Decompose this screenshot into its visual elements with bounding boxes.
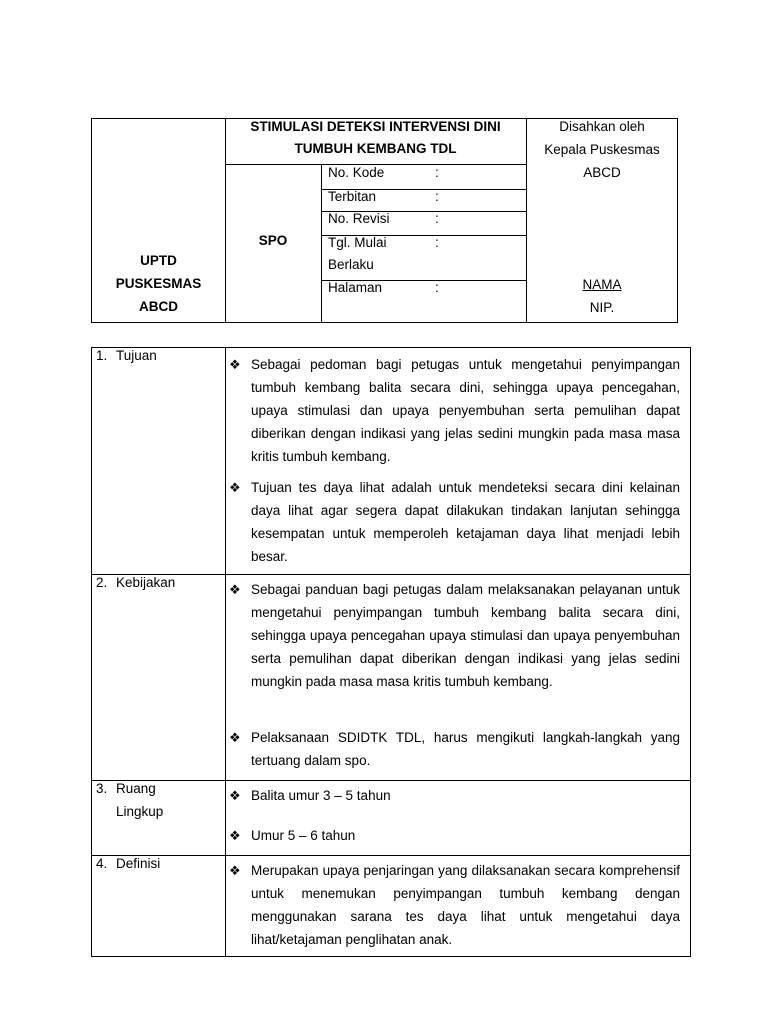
- bullet-icon: ❖: [229, 582, 241, 597]
- institution-line: UPTD: [140, 253, 177, 268]
- bullet-item: [229, 784, 680, 807]
- section-label-ruang-lingkup-2: Lingkup: [116, 804, 164, 819]
- bullet-item: [229, 353, 680, 469]
- approver-name: NAMA: [582, 277, 622, 292]
- field-value-tgl-mulai: :: [435, 235, 439, 250]
- field-label-revisi: No. Revisi: [328, 211, 390, 226]
- field-label-kode: No. Kode: [328, 165, 385, 180]
- content-table: [91, 347, 691, 957]
- bullet-text: Pelaksanaan SDIDTK TDL, harus mengikuti langkah-langkah yang tertuang dalam spo.: [251, 730, 680, 768]
- section-label-tujuan: 1. Tujuan: [96, 348, 157, 363]
- section-label-kebijakan: 2. Kebijakan: [96, 575, 176, 590]
- content-divider: [92, 574, 690, 575]
- bullet-icon: ❖: [229, 788, 241, 803]
- field-value-halaman: :: [435, 280, 439, 295]
- bullet-text: Umur 5 – 6 tahun: [251, 828, 356, 843]
- approver-nip: NIP.: [589, 300, 615, 315]
- bullet-text: Tujuan tes daya lihat adalah untuk mendeteksi secara dini kelainan daya lihat agar segera dapat dilakukan tindakan lanjutan sehingga kesempatan untuk memperoleh ketajaman daya lihat menjadi lebih besar.: [251, 480, 680, 564]
- field-label-terbitan: Terbitan: [328, 189, 377, 204]
- content-divider: [92, 780, 690, 781]
- section-label-ruang-lingkup: 3. Ruang: [96, 781, 156, 796]
- bullet-icon: ❖: [229, 730, 241, 745]
- bullet-item: [229, 859, 680, 951]
- header-table: [91, 118, 678, 323]
- field-label-halaman: Halaman: [328, 280, 383, 295]
- bullet-icon: ❖: [229, 357, 241, 372]
- approval-line: Kepala Puskesmas: [544, 142, 660, 157]
- content-divider: [225, 348, 226, 956]
- bullet-text: Balita umur 3 – 5 tahun: [251, 788, 391, 803]
- bullet-item: [229, 476, 680, 568]
- bullet-text: Sebagai panduan bagi petugas dalam melaksanakan pelayanan untuk mengetahui penyimpangan tumbuh kembang balita secara dini, sehingga upaya pencegahan upaya stimulasi dan upaya penyembuhan serta pemulihan dapat diberikan dengan indikasi yang jelas sedini mungkin pada masa masa kritis tumbuh kembang.: [251, 582, 680, 689]
- institution-line: PUSKESMAS: [115, 276, 202, 291]
- bullet-item: [229, 824, 680, 847]
- institution-line: ABCD: [139, 299, 178, 314]
- header-divider: [321, 164, 322, 322]
- bullet-icon: ❖: [229, 480, 241, 495]
- bullet-icon: ❖: [229, 828, 241, 843]
- document-title: TUMBUH KEMBANG TDL: [294, 141, 457, 156]
- content-divider: [92, 855, 690, 856]
- field-label-tgl-mulai: Tgl. Mulai: [328, 235, 387, 250]
- field-label-berlaku: Berlaku: [328, 257, 374, 272]
- bullet-item: [229, 726, 680, 774]
- doc-type-label: SPO: [258, 233, 288, 248]
- field-value-terbitan: :: [435, 189, 439, 204]
- bullet-text: Sebagai pedoman bagi petugas untuk mengetahui penyimpangan tumbuh kembang balita secara dini, sehingga upaya pencegahan, upaya stimulasi dan upaya penyembuhan serta pemulihan dapat diberikan dengan indikasi yang jelas sedini mungkin pada masa masa kritis tumbuh kembang.: [251, 357, 680, 464]
- approval-line: ABCD: [583, 165, 621, 180]
- document-title: STIMULASI DETEKSI INTERVENSI DINI: [250, 119, 501, 134]
- approval-line: Disahkan oleh: [559, 119, 645, 134]
- section-label-definisi: 4. Definisi: [96, 856, 161, 871]
- field-value-kode: :: [435, 165, 439, 180]
- bullet-text: Merupakan upaya penjaringan yang dilaksanakan secara komprehensif untuk menemukan penyimpangan tumbuh kembang dengan menggunakan sarana tes daya lihat untuk mengetahui daya lihat/ketajaman penglihatan anak.: [251, 863, 680, 947]
- bullet-item: [229, 578, 680, 718]
- bullet-icon: ❖: [229, 863, 241, 878]
- field-value-revisi: :: [435, 211, 439, 226]
